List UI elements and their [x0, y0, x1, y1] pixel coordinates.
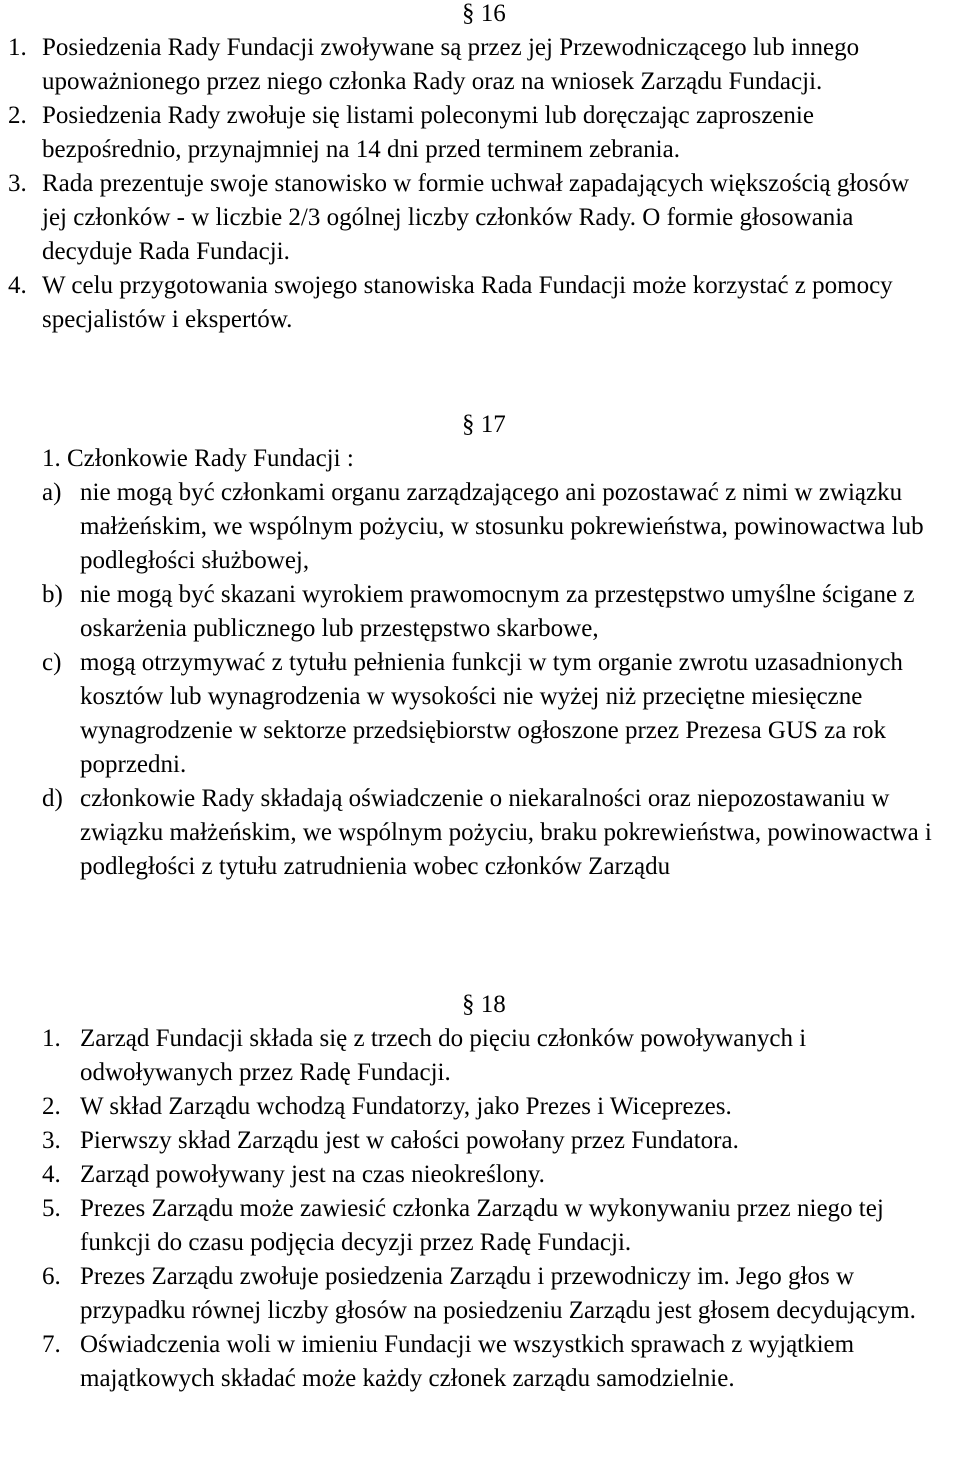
section-16-heading: § 16: [462, 0, 506, 27]
item-number: 5.: [42, 1195, 61, 1222]
list-item: [0, 167, 960, 269]
item-number: 1.: [8, 34, 27, 61]
item-text: Prezes Zarządu zwołuje posiedzenia Zarządu i przewodniczy im. Jego głos w przypadku równej liczby głosów na posiedzeniu Zarządu jest głosem decydującym.: [80, 1263, 916, 1324]
list-item: [0, 31, 960, 99]
item-number: 2.: [8, 102, 27, 129]
item-text: W celu przygotowania swojego stanowiska Rada Fundacji może korzystać z pomocy specjalistów i ekspertów.: [42, 272, 893, 333]
item-text: Prezes Zarządu może zawiesić członka Zarządu w wykonywaniu przez niego tej funkcji do czasu podjęcia decyzji przez Radę Fundacji.: [80, 1195, 884, 1256]
list-item: [0, 1260, 960, 1328]
item-text: członkowie Rady składają oświadczenie o niekaralności oraz niepozostawaniu w związku małżeńskim, we wspólnym pożyciu, braku pokrewieństwa, powinowactwa i podległości z tytułu zatrudnienia wobec członków Zarządu: [80, 785, 932, 880]
list-item: [0, 1328, 960, 1396]
list-item: [0, 1192, 960, 1260]
item-text: nie mogą być skazani wyrokiem prawomocnym za przestępstwo umyślne ścigane z oskarżenia publicznego lub przestępstwo skarbowe,: [80, 581, 915, 642]
list-item: [0, 1124, 960, 1158]
list-item: [0, 1158, 960, 1192]
item-text: Posiedzenia Rady Fundacji zwoływane są przez jej Przewodniczącego lub innego upoważnionego przez niego członka Rady oraz na wniosek Zarządu Fundacji.: [42, 34, 860, 95]
item-text: Zarząd Fundacji składa się z trzech do pięciu członków powoływanych i odwoływanych przez Radę Fundacji.: [80, 1025, 807, 1086]
item-text: nie mogą być członkami organu zarządzającego ani pozostawać z nimi w związku małżeńskim, we wspólnym pożyciu, w stosunku pokrewieństwa, powinowactwa lub podległości służbowej,: [80, 479, 924, 574]
item-number: d): [42, 785, 63, 812]
list-item: [0, 646, 960, 782]
list-item: [0, 99, 960, 167]
item-number: 4.: [8, 272, 27, 299]
item-number: 3.: [42, 1127, 61, 1154]
section-17-list: [0, 442, 960, 884]
section-17-heading: § 17: [462, 411, 506, 438]
item-text: Posiedzenia Rady zwołuje się listami poleconymi lub doręczając zaproszenie bezpośrednio, przynajmniej na 14 dni przed terminem zebrania.: [42, 102, 814, 163]
section-18-list: [0, 1022, 960, 1396]
item-number: 7.: [42, 1331, 61, 1358]
item-number: a): [42, 479, 62, 506]
item-text: Rada prezentuje swoje stanowisko w formie uchwał zapadających większością głosów jej członków - w liczbie 2/3 ogólnej liczby członków Rady. O formie głosowania decyduje Rada Fundacji.: [42, 170, 910, 265]
section-16-list: [0, 31, 960, 337]
item-number: 1.: [42, 1025, 61, 1052]
item-text: W skład Zarządu wchodzą Fundatorzy, jako Prezes i Wiceprezes.: [80, 1093, 732, 1120]
section-17-intro: 1. Członkowie Rady Fundacji :: [42, 445, 354, 472]
item-text: mogą otrzymywać z tytułu pełnienia funkcji w tym organie zwrotu uzasadnionych kosztów lub wynagrodzenia w wysokości nie wyżej niż przeciętne miesięczne wynagrodzenie w sektorze przedsiębiorstw ogłoszone przez Prezesa GUS za rok poprzedni.: [80, 649, 903, 778]
item-number: 3.: [8, 170, 27, 197]
item-number: 6.: [42, 1263, 61, 1290]
list-item: [0, 269, 960, 337]
item-number: c): [42, 649, 62, 676]
item-text: Oświadczenia woli w imieniu Fundacji we wszystkich sprawach z wyjątkiem majątkowych składać może każdy członek zarządu samodzielnie.: [80, 1331, 855, 1392]
list-item: [0, 578, 960, 646]
item-text: Zarząd powoływany jest na czas nieokreślony.: [80, 1161, 545, 1188]
section-18-heading: § 18: [462, 991, 506, 1018]
list-item: [0, 782, 960, 884]
list-item: [0, 476, 960, 578]
item-number: 4.: [42, 1161, 61, 1188]
item-number: b): [42, 581, 63, 608]
list-item: [0, 1090, 960, 1124]
list-item: [0, 1022, 960, 1090]
item-text: Pierwszy skład Zarządu jest w całości powołany przez Fundatora.: [80, 1127, 739, 1154]
item-number: 2.: [42, 1093, 61, 1120]
